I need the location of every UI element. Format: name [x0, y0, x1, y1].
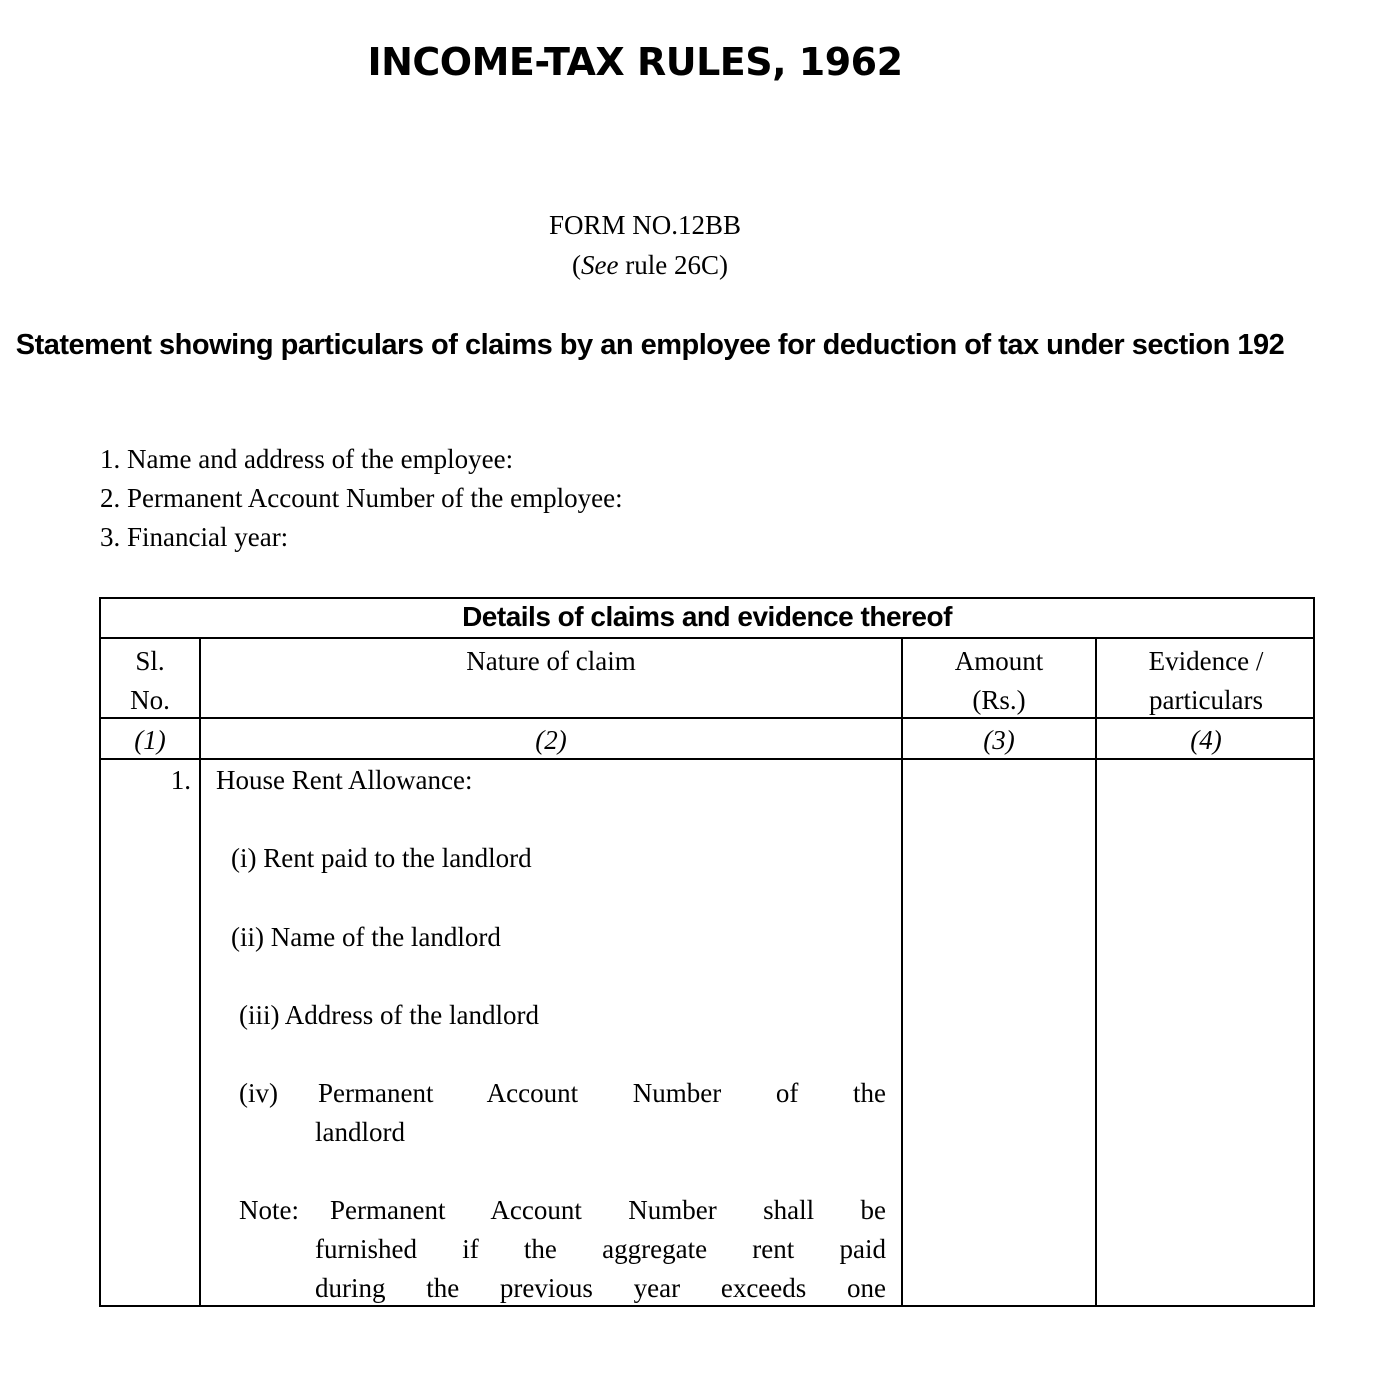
column-number: (2) [535, 725, 567, 755]
rule-reference-rest: rule 26C) [618, 250, 728, 280]
header-sl-line2: No. [130, 685, 170, 715]
claims-table [99, 597, 1315, 1307]
claim-item-iv-label: (iv) [239, 1078, 278, 1108]
column-number: (3) [983, 725, 1015, 755]
header-amount-line2: (Rs.) [972, 685, 1026, 715]
field-pan: 2. Permanent Account Number of the employee: [100, 483, 623, 513]
claim-item-landlord-name: (ii) Name of the landlord [231, 922, 501, 952]
header-nature: Nature of claim [466, 646, 636, 676]
document-title: INCOME-TAX RULES, 1962 [367, 40, 903, 84]
form-number: FORM NO.12BB [548, 210, 742, 240]
note-label: Note: [239, 1195, 299, 1225]
claim-title: House Rent Allowance: [216, 765, 473, 795]
note-text-line3: during the previous year exceeds one [315, 1273, 886, 1303]
row-sl-number: 1. [170, 765, 191, 795]
header-evidence-line1: Evidence / [1148, 646, 1264, 676]
claim-item-rent-paid: (i) Rent paid to the landlord [231, 843, 532, 873]
claim-item-landlord-pan-cont: landlord [315, 1117, 405, 1147]
column-number: (1) [134, 725, 166, 755]
header-evidence-line2: particulars [1149, 685, 1263, 715]
statement-heading: Statement showing particulars of claims by an employee for deduction of tax under section 192 [15, 329, 1285, 361]
field-financial-year: 3. Financial year: [100, 522, 289, 552]
field-name-address: 1. Name and address of the employee: [100, 444, 514, 474]
rule-reference [0, 250, 1300, 281]
header-amount-line1: Amount [954, 646, 1044, 676]
header-sl-no [101, 642, 199, 720]
table-rule [101, 637, 1313, 639]
claim-item-landlord-pan: Permanent Account Number of the [318, 1078, 886, 1108]
header-amount [903, 642, 1095, 720]
column-number: (4) [1190, 725, 1222, 755]
header-sl-line1: Sl. [135, 646, 165, 676]
header-evidence [1097, 642, 1315, 720]
table-title: Details of claims and evidence thereof [462, 601, 952, 632]
claim-item-landlord-address: (iii) Address of the landlord [239, 1000, 539, 1030]
rule-reference-see: See [581, 250, 619, 280]
rule-reference-open: ( [572, 250, 582, 280]
note-text-line1: Permanent Account Number shall be [330, 1195, 886, 1225]
note-text-line2: furnished if the aggregate rent paid [315, 1234, 886, 1264]
